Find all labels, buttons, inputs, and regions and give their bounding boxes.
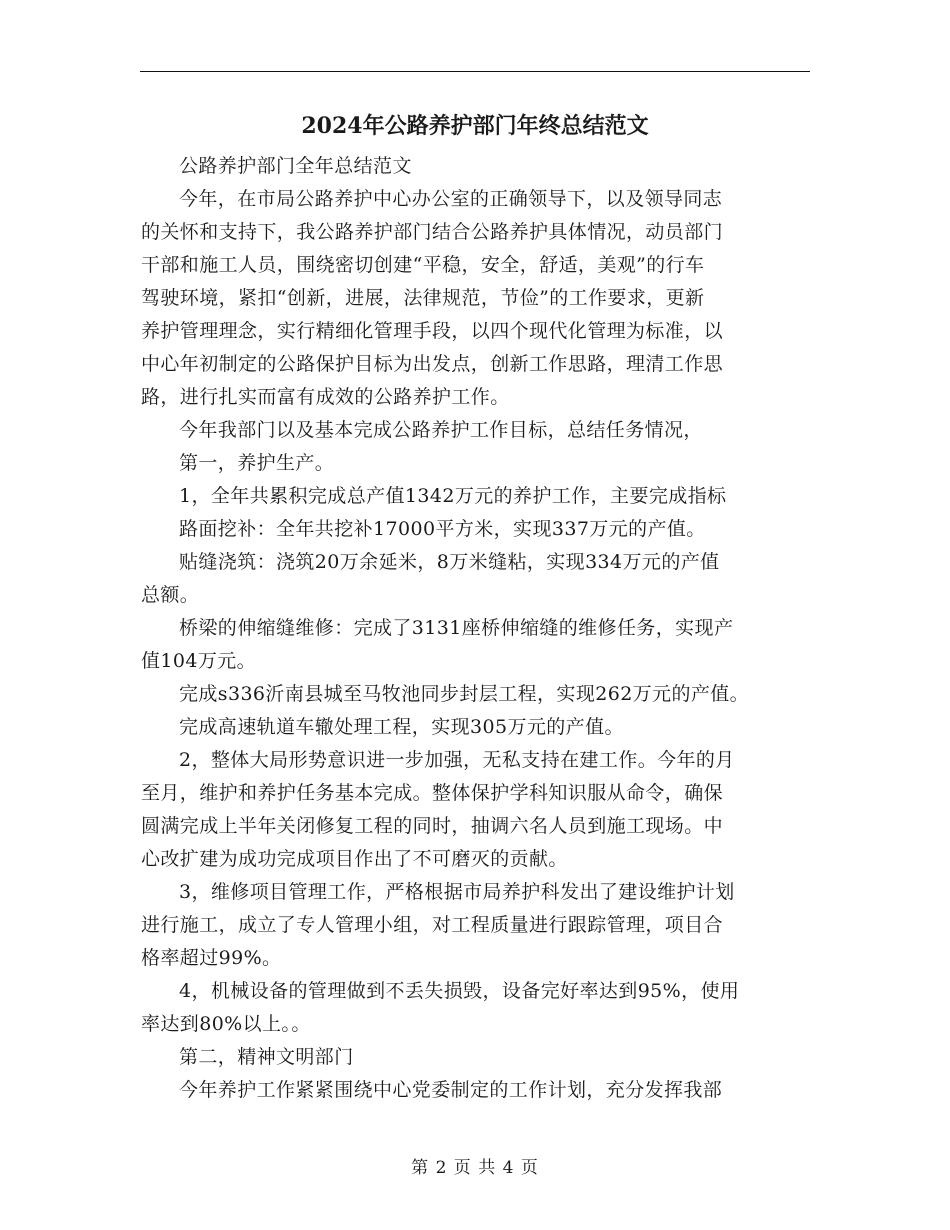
paragraph bbox=[141, 447, 811, 480]
paragraph-line: 格率超过99%。 bbox=[141, 947, 282, 969]
paragraph-line: 养护管理理念，实行精细化管理手段，以四个现代化管理为标准，以 bbox=[141, 320, 724, 342]
paragraph-line: 进行施工，成立了专人管理小组，对工程质量进行跟踪管理，项目合 bbox=[141, 914, 724, 936]
document-title: 2024年公路养护部门年终总结范文 bbox=[301, 113, 649, 139]
paragraph-line: 桥梁的伸缩缝维修：完成了3131座桥伸缩缝的维修任务，实现产 bbox=[179, 617, 734, 639]
paragraph-line: 1，全年共累积完成总产值1342万元的养护工作，主要完成指标 bbox=[179, 485, 727, 507]
paragraph bbox=[141, 744, 811, 876]
paragraph-line: 完成s336沂南县城至马牧池同步封层工程，实现262万元的产值。 bbox=[179, 683, 750, 705]
paragraph-line: 第一，养护生产。 bbox=[179, 452, 335, 474]
paragraph-line: 心改扩建为成功完成项目作出了不可磨灭的贡献。 bbox=[141, 848, 568, 870]
paragraph-line: 3，维修项目管理工作，严格根据市局养护科发出了建设维护计划 bbox=[179, 881, 735, 903]
document-body bbox=[141, 150, 811, 1107]
paragraph bbox=[141, 480, 811, 513]
paragraph bbox=[141, 678, 811, 711]
paragraph-line: 驾驶环境，紧扣“创新，进展，法律规范，节俭”的工作要求，更新 bbox=[141, 287, 705, 309]
paragraph-line: 公路养护部门全年总结范文 bbox=[179, 155, 412, 177]
paragraph bbox=[141, 1041, 811, 1074]
paragraph-line: 第二，精神文明部门 bbox=[179, 1046, 354, 1068]
paragraph-line: 的关怀和支持下，我公路养护部门结合公路养护具体情况，动员部门 bbox=[141, 221, 724, 243]
paragraph-line: 2，整体大局形势意识进一步加强，无私支持在建工作。今年的月 bbox=[179, 749, 735, 771]
paragraph bbox=[141, 612, 811, 678]
paragraph bbox=[141, 513, 811, 546]
paragraph-line: 完成高速轨道车辙处理工程，实现305万元的产值。 bbox=[179, 716, 624, 738]
paragraph bbox=[141, 546, 811, 612]
paragraph-line: 干部和施工人员，围绕密切创建“平稳，安全，舒适，美观”的行车 bbox=[141, 254, 705, 276]
paragraph bbox=[141, 183, 811, 414]
header-rule bbox=[140, 71, 810, 72]
paragraph-line: 今年我部门以及基本完成公路养护工作目标，总结任务情况， bbox=[179, 419, 703, 441]
paragraph-line: 总额。 bbox=[141, 584, 200, 606]
paragraph-line: 4，机械设备的管理做到不丢失损毁，设备完好率达到95%，使用 bbox=[179, 980, 740, 1002]
paragraph-line: 路，进行扎实而富有成效的公路养护工作。 bbox=[141, 386, 510, 408]
paragraph-line: 率达到80%以上。。 bbox=[141, 1013, 311, 1035]
paragraph bbox=[141, 150, 811, 183]
paragraph-line: 圆满完成上半年关闭修复工程的同时，抽调六名人员到施工现场。中 bbox=[141, 815, 724, 837]
paragraph-line: 今年，在市局公路养护中心办公室的正确领导下，以及领导同志 bbox=[179, 188, 723, 210]
paragraph-line: 值104万元。 bbox=[141, 650, 257, 672]
paragraph-line: 贴缝浇筑：浇筑20万余延米，8万米缝粘，实现334万元的产值 bbox=[179, 551, 720, 573]
paragraph bbox=[141, 975, 811, 1041]
paragraph-line: 路面挖补：全年共挖补17000平方米，实现337万元的产值。 bbox=[179, 518, 706, 540]
paragraph-line: 今年养护工作紧紧围绕中心党委制定的工作计划，充分发挥我部 bbox=[179, 1079, 723, 1101]
page-number: 第 2 页 共 4 页 bbox=[411, 1158, 539, 1178]
paragraph bbox=[141, 414, 811, 447]
paragraph bbox=[141, 711, 811, 744]
paragraph bbox=[141, 1074, 811, 1107]
paragraph bbox=[141, 876, 811, 975]
paragraph-line: 至月，维护和养护任务基本完成。整体保护学科知识服从命令，确保 bbox=[141, 782, 724, 804]
paragraph-line: 中心年初制定的公路保护目标为出发点，创新工作思路，理清工作思 bbox=[141, 353, 724, 375]
